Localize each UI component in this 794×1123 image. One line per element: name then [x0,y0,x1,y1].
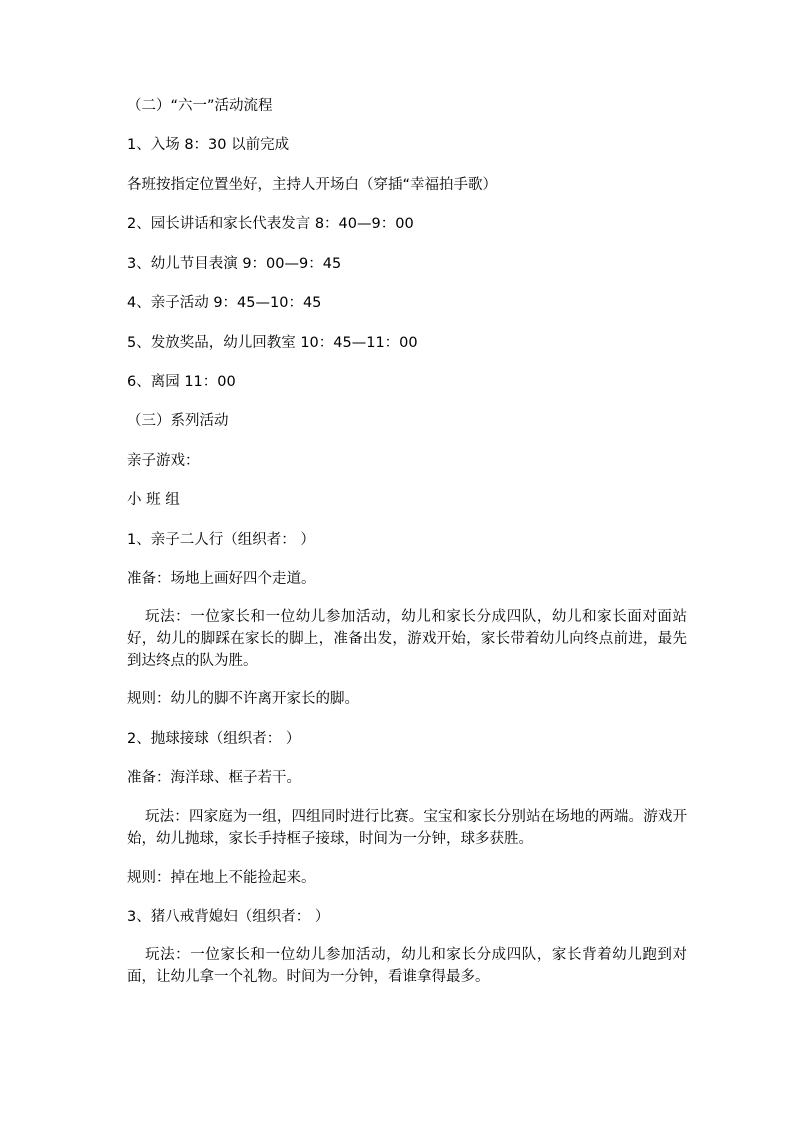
subheading-small-class-group: 小 班 组 [127,492,180,508]
flow-step-2: 2、园长讲话和家长代表发言 8：40—9：00 [127,216,414,232]
game-1-rules: 规则：幼儿的脚不许离开家长的脚。 [127,691,359,707]
flow-step-4: 4、亲子活动 9：45—10：45 [127,295,322,311]
subheading-parent-child-games: 亲子游戏： [127,453,200,469]
game-1-rules-of-play: 玩法：一位家长和一位幼儿参加活动，幼儿和家长分成四队，幼儿和家长面对面站好，幼儿的脚踩在家长的脚上，准备出发，游戏开始，家长带着幼儿向终点前进，最先到达终点的队为胜。 [127,609,687,669]
game-2-preparation: 准备：海洋球、框子若干。 [127,770,301,786]
flow-step-3: 3、幼儿节目表演 9：00—9：45 [127,256,342,272]
game-3-rules-of-play: 玩法：一位家长和一位幼儿参加活动，幼儿和家长分成四队，家长背着幼儿跑到对面，让幼儿拿一个礼物。时间为一分钟，看谁拿得最多。 [127,947,687,985]
flow-step-1: 1、入场 8：30 以前完成 [127,137,290,153]
game-2-rules: 规则：掉在地上不能捡起来。 [127,870,316,886]
section-heading-series-activities: （三）系列活动 [127,413,229,429]
game-2-title: 2、抛球接球（组织者： ） [127,731,301,747]
flow-step-5: 5、发放奖品，幼儿回教室 10：45—11：00 [127,335,418,351]
game-2-rules-of-play: 玩法：四家庭为一组，四组同时进行比赛。宝宝和家长分别站在场地的两端。游戏开始，幼儿抛球，家长手持框子接球，时间为一分钟，球多获胜。 [127,809,687,847]
section-heading-activity-flow: （二）“六一”活动流程 [127,98,273,114]
flow-step-6: 6、离园 11：00 [127,374,236,390]
game-1-preparation: 准备：场地上画好四个走道。 [127,571,316,587]
flow-step-1-detail: 各班按指定位置坐好，主持人开场白（穿插“幸福拍手歌） [127,177,498,193]
game-3-title: 3、猪八戒背媳妇（组织者： ） [127,909,330,925]
game-1-title: 1、亲子二人行（组织者： ） [127,532,315,548]
